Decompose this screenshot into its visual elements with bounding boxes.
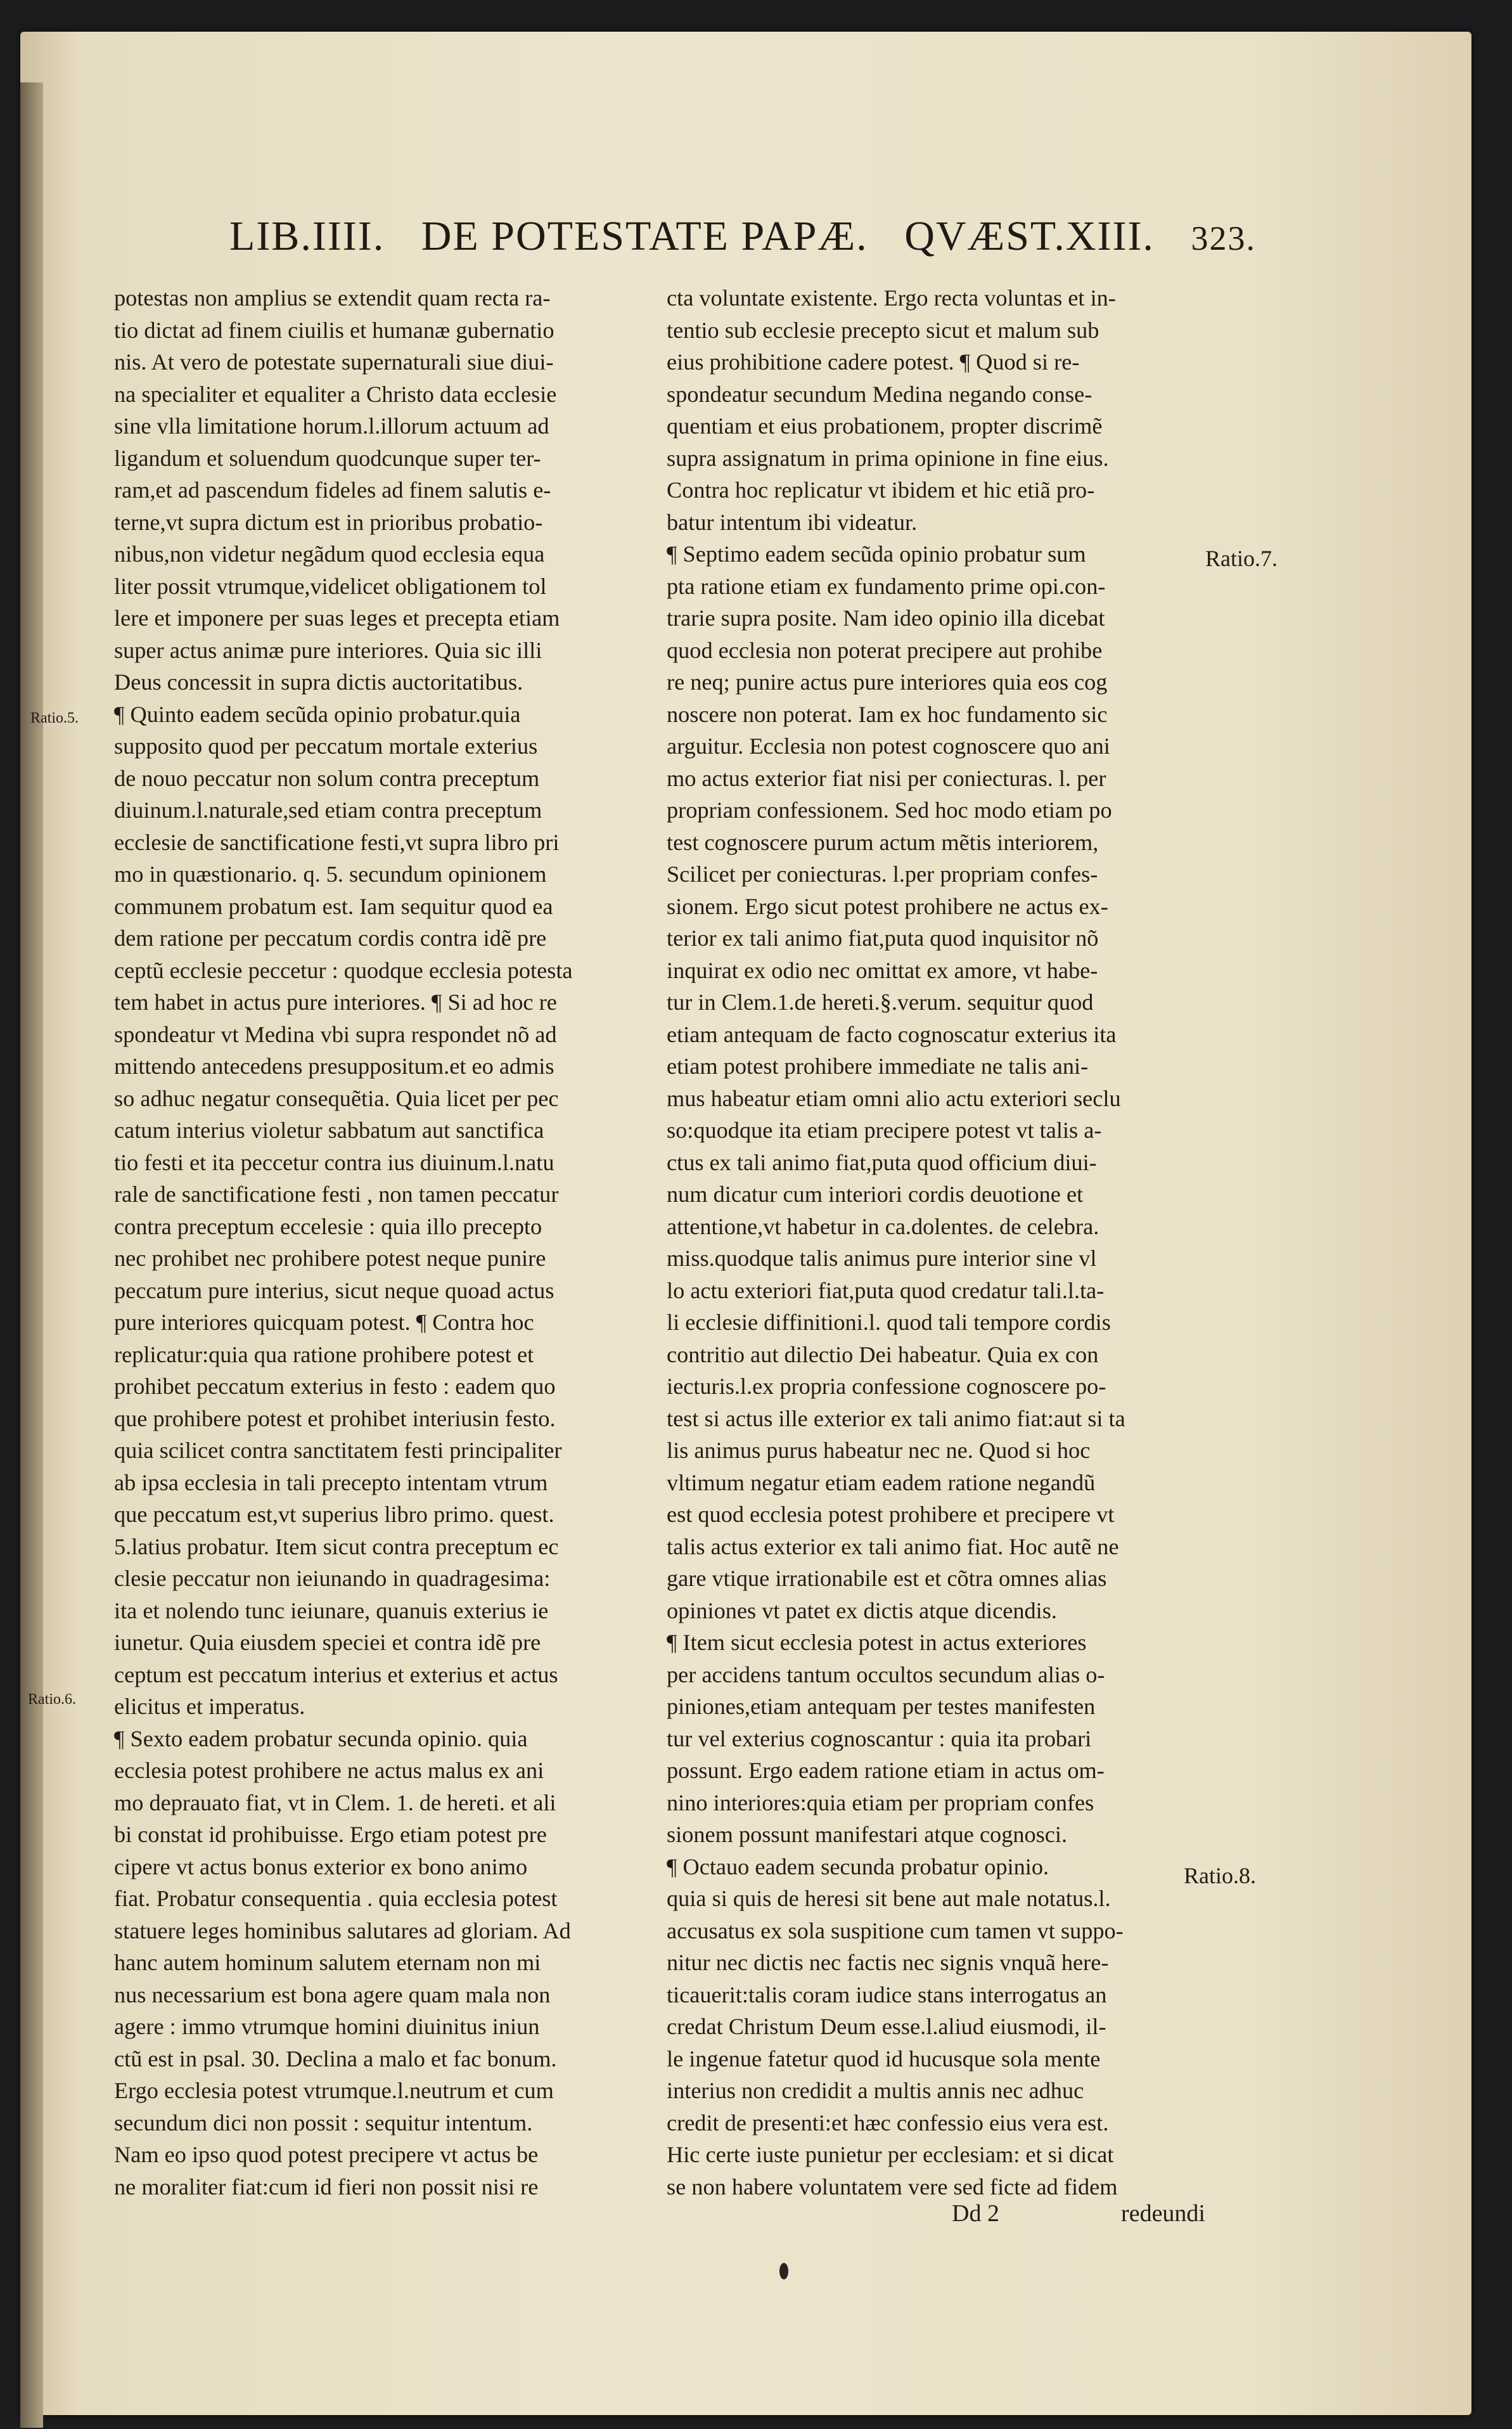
text-line: ab ipsa ecclesia in tali precepto intentam vtrum [114, 1469, 548, 1495]
text-line: diuinum.l.naturale,sed etiam contra preceptum [114, 797, 542, 823]
text-line: inquirat ex odio nec omittat ex amore, vt habe- [667, 957, 1098, 983]
text-line: bi constat id prohibuisse. Ergo etiam potest pre [114, 1822, 547, 1847]
text-line: iecturis.l.ex propria confessione cognoscere po- [667, 1374, 1106, 1399]
text-line: iunetur. Quia eiusdem speciei et contra idẽ pre [114, 1630, 541, 1655]
text-line: nec prohibet nec prohibere potest neque punire [114, 1246, 546, 1271]
text-line: ¶ Octauo eadem secunda probatur opinio. [667, 1853, 1049, 1879]
left-text-column [114, 282, 640, 2203]
text-line: li ecclesie diffinitioni.l. quod tali tempore cordis [667, 1310, 1111, 1335]
text-line: 5.latius probatur. Item sicut contra preceptum ec [114, 1533, 559, 1559]
text-line: lis animus purus habeatur nec ne. Quod si hoc [667, 1438, 1091, 1463]
text-line: na specialiter et equaliter a Christo data ecclesie [114, 381, 557, 407]
text-line: ecclesie de sanctificatione festi,vt supra libro pri [114, 829, 560, 855]
text-line: ceptum est peccatum interius et exterius et actus [114, 1661, 558, 1687]
text-line: credat Christum Deum esse.l.aliud eiusmodi, il- [667, 2014, 1106, 2039]
text-line: communem probatum est. Iam sequitur quod ea [114, 893, 553, 919]
text-line: fiat. Probatur consequentia . quia ecclesia potest [114, 1886, 558, 1911]
book-page [20, 32, 1471, 2415]
text-line: pta ratione etiam ex fundamento prime opi.con- [667, 573, 1106, 599]
text-line: de nouo peccatur non solum contra preceptum [114, 765, 540, 791]
text-line: propriam confessionem. Sed hoc modo etiam po [667, 797, 1112, 823]
text-line: elicitus et imperatus. [114, 1694, 305, 1719]
text-line: spondeatur vt Medina vbi supra respondet nõ ad [114, 1021, 557, 1047]
text-line: eius prohibitione cadere potest. ¶ Quod si re- [667, 349, 1080, 375]
text-line: quia scilicet contra sanctitatem festi principaliter [114, 1438, 562, 1463]
text-line: quia si quis de heresi sit bene aut male notatus.l. [667, 1886, 1111, 1911]
text-line: secundum dici non possit : sequitur intentum. [114, 2110, 533, 2136]
text-line: ¶ Septimo eadem secũda opinio probatur sum [667, 541, 1086, 567]
text-line: Nam eo ipso quod potest precipere vt actus be [114, 2142, 539, 2167]
text-line: terne,vt supra dictum est in prioribus probatio- [114, 509, 543, 535]
page-number: 323. [1191, 219, 1256, 257]
catchword: redeundi [1121, 2200, 1205, 2227]
text-line: supra assignatum in prima opinione in fine eius. [667, 445, 1109, 471]
text-line: pure interiores quicquam potest. ¶ Contra hoc [114, 1310, 534, 1335]
text-line: terior ex tali animo fiat,puta quod inquisitor nõ [667, 925, 1099, 951]
text-line: so:quodque ita etiam precipere potest vt talis a- [667, 1118, 1102, 1143]
text-line: peccatum pure interius, sicut neque quoad actus [114, 1277, 554, 1303]
text-line: dem ratione per peccatum cordis contra idẽ pre [114, 925, 547, 951]
text-line: ecclesia potest prohibere ne actus malus ex ani [114, 1758, 544, 1783]
text-line: ceptũ ecclesie peccetur : quodque ecclesia potesta [114, 957, 573, 983]
text-line: ctus ex tali animo fiat,puta quod officium diui- [667, 1149, 1097, 1175]
text-line: statuere leges hominibus salutares ad gloriam. Ad [114, 1917, 571, 1943]
text-line: potestas non amplius se extendit quam recta ra- [114, 285, 551, 311]
text-line: lo actu exteriori fiat,puta quod credatur tali.l.ta- [667, 1277, 1105, 1303]
text-line: ctũ est in psal. 30. Declina a malo et fac bonum. [114, 2046, 557, 2071]
text-line: per accidens tantum occultos secundum alias o- [667, 1661, 1105, 1687]
text-line: so adhuc negatur consequẽtia. Quia licet per pec [114, 1085, 559, 1111]
text-line: quod ecclesia non poterat precipere aut prohibe [667, 637, 1103, 663]
text-line: Hic certe iuste punietur per ecclesiam: et si dicat [667, 2142, 1114, 2167]
right-text-column [667, 282, 1218, 2203]
text-line: talis actus exterior ex tali animo fiat. Hoc autẽ ne [667, 1533, 1119, 1559]
text-line: agere : immo vtrumque homini diuinitus iniun [114, 2014, 540, 2039]
text-line: spondeatur secundum Medina negando conse- [667, 381, 1092, 407]
text-line: catum interius violetur sabbatum aut sanctifica [114, 1118, 544, 1143]
page-footer [952, 2200, 1205, 2227]
text-line: etiam potest prohibere immediate ne talis ani- [667, 1053, 1089, 1079]
side-note-ratio-6: Ratio.6. [28, 1691, 76, 1708]
text-line: nibus,non videtur negãdum quod ecclesia equa [114, 541, 545, 567]
side-note-ratio-8: Ratio.8. [1184, 1863, 1256, 1888]
text-line: etiam antequam de facto cognoscatur exterius ita [667, 1021, 1117, 1047]
header-title: DE POTESTATE PAPÆ. [421, 213, 868, 259]
text-line: quentiam et eius probationem, propter discrimẽ [667, 413, 1103, 439]
text-line: ram,et ad pascendum fideles ad finem salutis e- [114, 477, 551, 503]
text-line: re neq; punire actus pure interiores quia eos cog [667, 669, 1108, 695]
text-line: trarie supra posite. Nam ideo opinio illa dicebat [667, 605, 1105, 631]
text-line: replicatur:quia qua ratione prohibere potest et [114, 1341, 534, 1367]
text-line: credit de presenti:et hæc confessio eius vera est. [667, 2110, 1109, 2136]
text-line: contra preceptum eccelesie : quia illo precepto [114, 1213, 542, 1239]
text-line: ligandum et soluendum quodcunque super ter- [114, 445, 541, 471]
text-line: nus necessarium est bona agere quam mala non [114, 1981, 551, 2007]
text-line: Scilicet per coniecturas. l.per propriam confes- [667, 861, 1098, 887]
text-line: mittendo antecedens presuppositum.et eo admis [114, 1053, 554, 1079]
text-line: mo deprauato fiat, vt in Clem. 1. de hereti. et ali [114, 1789, 556, 1815]
text-line: rale de sanctificatione festi , non tamen peccatur [114, 1182, 559, 1207]
text-line: attentione,vt habetur in ca.dolentes. de celebra. [667, 1213, 1099, 1239]
text-line: possunt. Ergo eadem ratione etiam in actus om- [667, 1758, 1105, 1783]
text-line: nitur nec dictis nec factis nec signis vnquã here- [667, 1950, 1109, 1975]
text-line: test cognoscere purum actum mẽtis interiorem, [667, 829, 1099, 855]
side-note-ratio-5: Ratio.5. [30, 710, 79, 726]
text-line: opiniones vt patet ex dictis atque dicendis. [667, 1597, 1057, 1623]
text-line: sionem possunt manifestari atque cognosci. [667, 1822, 1068, 1847]
text-line: cipere vt actus bonus exterior ex bono animo [114, 1853, 528, 1879]
text-line: mo in quæstionario. q. 5. secundum opinionem [114, 861, 547, 887]
text-line: noscere non poterat. Iam ex hoc fundamento sic [667, 701, 1108, 727]
text-line: super actus animæ pure interiores. Quia sic illi [114, 637, 542, 663]
text-line: contritio aut dilectio Dei habeatur. Quia ex con [667, 1341, 1099, 1367]
text-line: tentio sub ecclesie precepto sicut et malum sub [667, 317, 1099, 343]
page-gutter [20, 82, 43, 2428]
text-line: prohibet peccatum exterius in festo : eadem quo [114, 1374, 556, 1399]
text-line: liter possit vtrumque,videlicet obligationem tol [114, 573, 547, 599]
text-line: vltimum negatur etiam eadem ratione negandũ [667, 1469, 1096, 1495]
text-line: test si actus ille exterior ex tali animo fiat:aut si ta [667, 1405, 1125, 1431]
ink-blot [779, 2263, 788, 2279]
text-line: sionem. Ergo sicut potest prohibere ne actus ex- [667, 893, 1108, 919]
text-line: piniones,etiam antequam per testes manifesten [667, 1694, 1096, 1719]
text-line: num dicatur cum interiori cordis deuotione et [667, 1182, 1084, 1207]
text-line: ¶ Item sicut ecclesia potest in actus exteriores [667, 1630, 1087, 1655]
text-line: tio dictat ad finem ciuilis et humanæ gubernatio [114, 317, 554, 343]
text-line: supposito quod per peccatum mortale exterius [114, 733, 538, 759]
text-line: que peccatum est,vt superius libro primo. quest. [114, 1502, 554, 1527]
text-line: mus habeatur etiam omni alio actu exteriori seclu [667, 1085, 1121, 1111]
running-header [229, 212, 1256, 276]
text-line: ne moraliter fiat:cum id fieri non possit nisi re [114, 2174, 539, 2200]
text-line: ¶ Sexto eadem probatur secunda opinio. quia [114, 1725, 528, 1751]
text-line: ticauerit:talis coram iudice stans interrogatus an [667, 1981, 1107, 2007]
text-line: arguitur. Ecclesia non potest cognoscere quo ani [667, 733, 1110, 759]
text-line: Deus concessit in supra dictis auctoritatibus. [114, 669, 523, 695]
text-line: Contra hoc replicatur vt ibidem et hic etiã pro- [667, 477, 1095, 503]
text-line: ita et nolendo tunc ieiunare, quanuis exterius ie [114, 1597, 549, 1623]
text-line: clesie peccatur non ieiunando in quadragesima: [114, 1566, 551, 1591]
text-line: Ergo ecclesia potest vtrumque.l.neutrum et cum [114, 2078, 554, 2103]
text-line: miss.quodque talis animus pure interior sine vl [667, 1246, 1097, 1271]
text-line: accusatus ex sola suspitione cum tamen vt suppo- [667, 1917, 1124, 1943]
header-book: LIB.IIII. [229, 213, 385, 259]
text-line: batur intentum ibi videatur. [667, 509, 918, 535]
text-line: tio festi et ita peccetur contra ius diuinum.l.natu [114, 1149, 554, 1175]
text-line: ¶ Quinto eadem secũda opinio probatur.quia [114, 701, 521, 727]
text-line: gare vtique irrationabile est et cõtra omnes alias [667, 1566, 1107, 1591]
text-line: sine vlla limitatione horum.l.illorum actuum ad [114, 413, 549, 439]
text-line: interius non credidit a multis annis nec adhuc [667, 2078, 1084, 2103]
text-line: nis. At vero de potestate supernaturali siue diui- [114, 349, 554, 375]
header-question: QVÆST.XIII. [904, 213, 1155, 259]
text-line: lere et imponere per suas leges et precepta etiam [114, 605, 560, 631]
text-line: que prohibere potest et prohibet interiusin festo. [114, 1405, 556, 1431]
text-line: nino interiores:quia etiam per propriam confes [667, 1789, 1094, 1815]
side-note-ratio-7: Ratio.7. [1205, 546, 1278, 571]
text-line: est quod ecclesia potest prohibere et precipere vt [667, 1502, 1115, 1527]
text-line: cta voluntate existente. Ergo recta voluntas et in- [667, 285, 1116, 311]
text-line: tur in Clem.1.de hereti.§.verum. sequitur quod [667, 989, 1094, 1015]
text-line: tem habet in actus pure interiores. ¶ Si ad hoc re [114, 989, 557, 1015]
text-line: le ingenue fatetur quod id hucusque sola mente [667, 2046, 1101, 2071]
text-line: mo actus exterior fiat nisi per coniecturas. l. per [667, 765, 1106, 791]
text-line: tur vel exterius cognoscantur : quia ita probari [667, 1725, 1092, 1751]
text-line: hanc autem hominum salutem eternam non mi [114, 1950, 541, 1975]
text-line: se non habere voluntatem vere sed ficte ad fidem [667, 2174, 1118, 2200]
signature-mark: Dd 2 [952, 2200, 999, 2227]
